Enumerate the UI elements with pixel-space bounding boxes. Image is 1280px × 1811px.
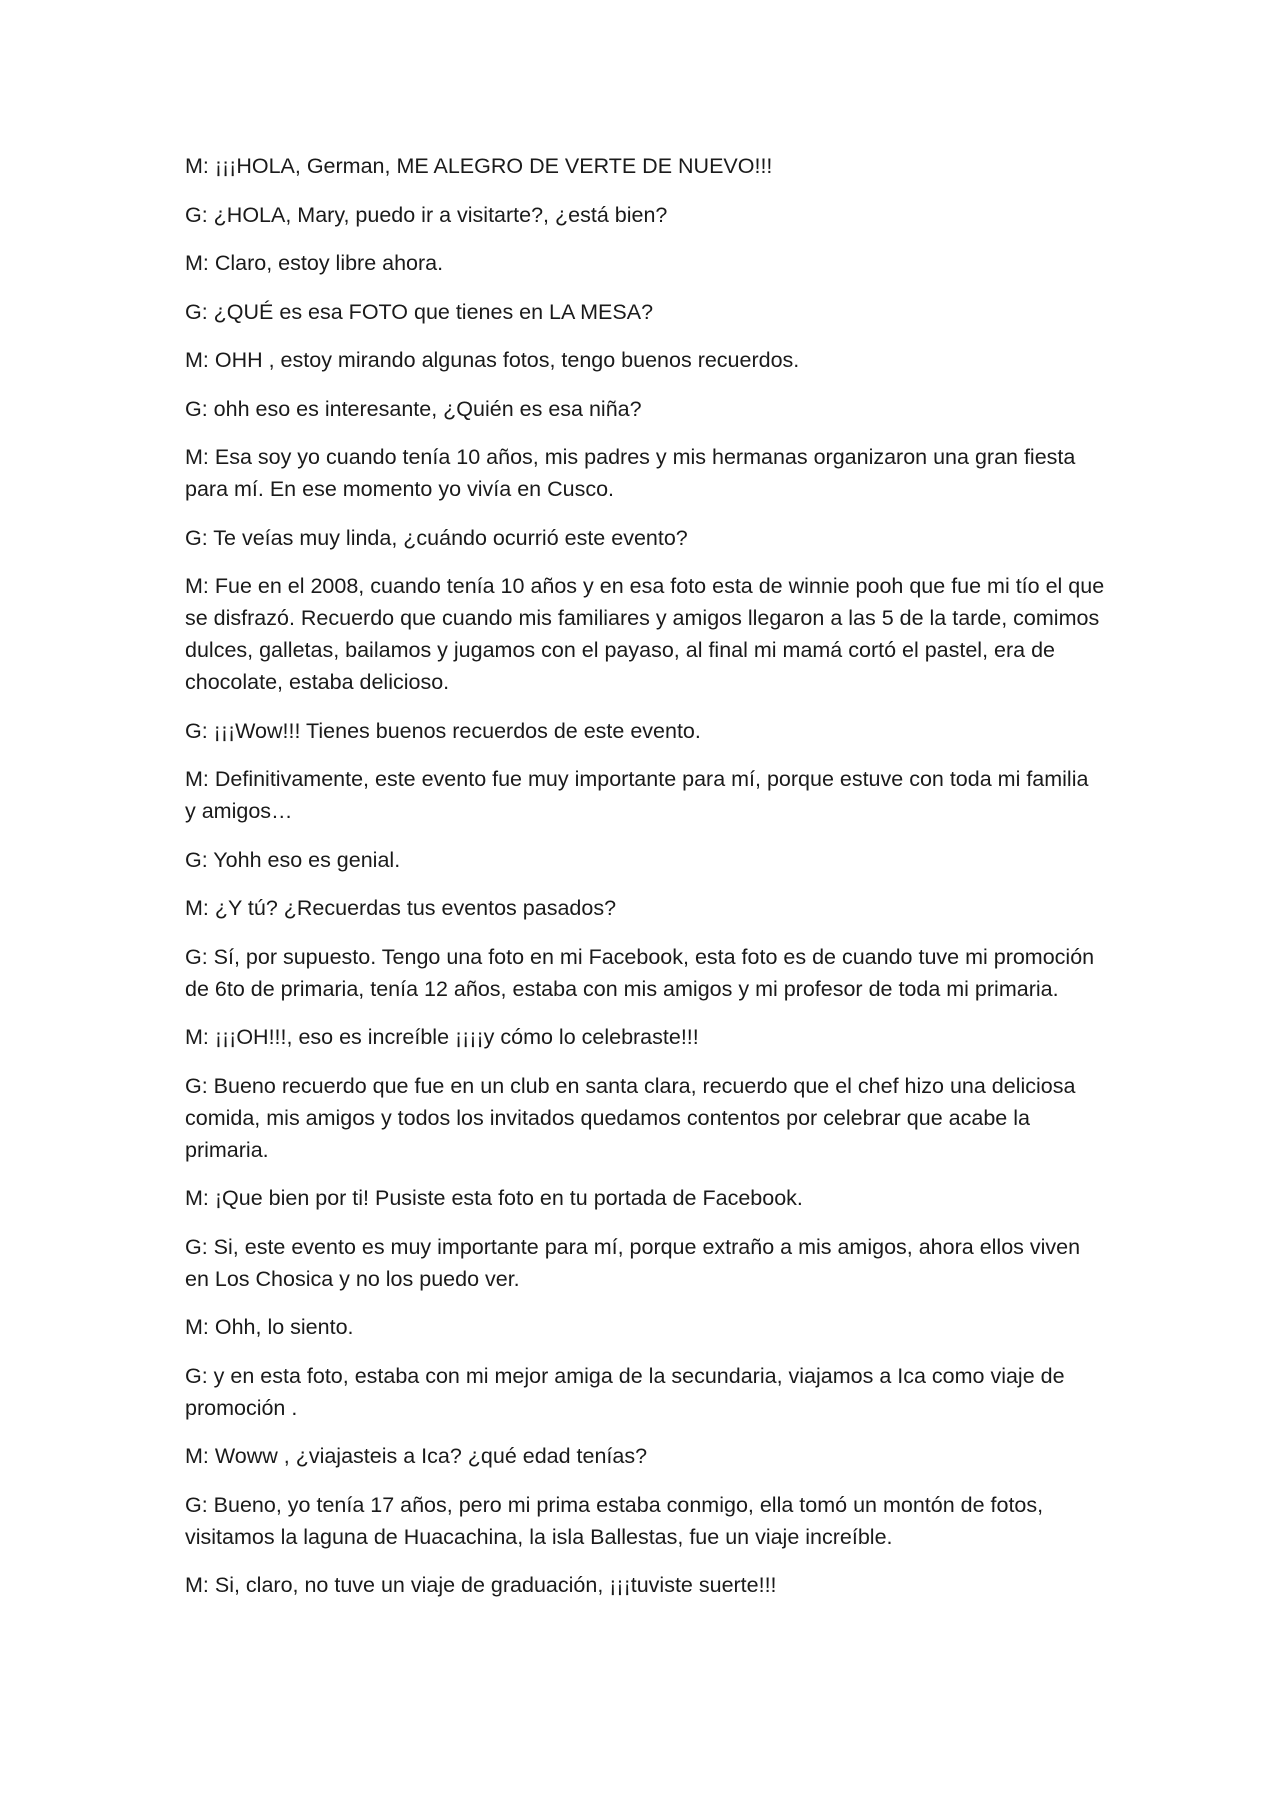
dialogue-line-g-11: G: Bueno, yo tenía 17 años, pero mi prima estaba conmigo, ella tomó un montón de fotos, visitamos la laguna de Huacachina, la isla Ballestas, fue un viaje increíble. [185,1492,1044,1549]
dialogue-line-g-3: G: ohh eso es interesante, ¿Quién es esa niña? [185,396,642,421]
dialogue-line-g-8: G: Bueno recuerdo que fue en un club en santa clara, recuerdo que el chef hizo una deliciosa comida, mis amigos y todos los invitados quedamos contentos por celebrar que acabe la primaria. [185,1073,1076,1162]
dialogue-line-g-4: G: Te veías muy linda, ¿cuándo ocurrió este evento? [185,525,688,550]
dialogue-line-m-11: M: Woww , ¿viajasteis a Ica? ¿qué edad tenías? [185,1444,648,1468]
dialogue-line-m-5: M: Fue en el 2008, cuando tenía 10 años y en esa foto esta de winnie pooh que fue mi tío el que se disfrazó. Recuerdo que cuando mis familiares y amigos llegaron a las 5 de la tarde, comimos dulces, galletas, bailamos y jugamos con el payaso, al final mi mamá cortó el pastel, era de chocolate, estaba delicioso. [185,574,1105,694]
dialogue-line-m-1: M: ¡¡¡HOLA, German, ME ALEGRO DE VERTE DE NUEVO!!! [185,154,773,178]
dialogue-line-g-9: G: Si, este evento es muy importante para mí, porque extraño a mis amigos, ahora ellos viven en Los Chosica y no los puedo ver. [185,1234,1081,1291]
dialogue-line-m-12: M: Si, claro, no tuve un viaje de graduación, ¡¡¡tuviste suerte!!! [185,1573,777,1597]
dialogue-line-g-6: G: Yohh eso es genial. [185,847,401,872]
dialogue-line-g-5: G: ¡¡¡Wow!!! Tienes buenos recuerdos de este evento. [185,718,701,743]
dialogue-line-m-2: M: Claro, estoy libre ahora. [185,251,444,275]
dialogue-line-g-7: G: Sí, por supuesto. Tengo una foto en mi Facebook, esta foto es de cuando tuve mi promoción de 6to de primaria, tenía 12 años, estaba con mis amigos y mi profesor de toda mi primaria. [185,944,1095,1001]
dialogue-line-m-3: M: OHH , estoy mirando algunas fotos, tengo buenos recuerdos. [185,348,800,372]
dialogue-line-m-8: M: ¡¡¡OH!!!, eso es increíble ¡¡¡¡y cómo lo celebraste!!! [185,1025,699,1049]
dialogue-line-g-1: G: ¿HOLA, Mary, puedo ir a visitarte?, ¿está bien? [185,202,668,227]
dialogue-line-m-4: M: Esa soy yo cuando tenía 10 años, mis padres y mis hermanas organizaron una gran fiesta para mí. En ese momento yo vivía en Cusco. [185,445,1076,501]
dialogue-line-m-6: M: Definitivamente, este evento fue muy importante para mí, porque estuve con toda mi familia y amigos… [185,767,1089,823]
dialogue-body [185,150,1105,1618]
dialogue-line-m-7: M: ¿Y tú? ¿Recuerdas tus eventos pasados? [185,896,617,920]
dialogue-line-g-10: G: y en esta foto, estaba con mi mejor amiga de la secundaria, viajamos a Ica como viaje de promoción . [185,1363,1065,1420]
dialogue-line-m-10: M: Ohh, lo siento. [185,1315,354,1339]
dialogue-line-m-9: M: ¡Que bien por ti! Pusiste esta foto en tu portada de Facebook. [185,1186,803,1210]
dialogue-line-g-2: G: ¿QUÉ es esa FOTO que tienes en LA MESA? [185,299,654,324]
